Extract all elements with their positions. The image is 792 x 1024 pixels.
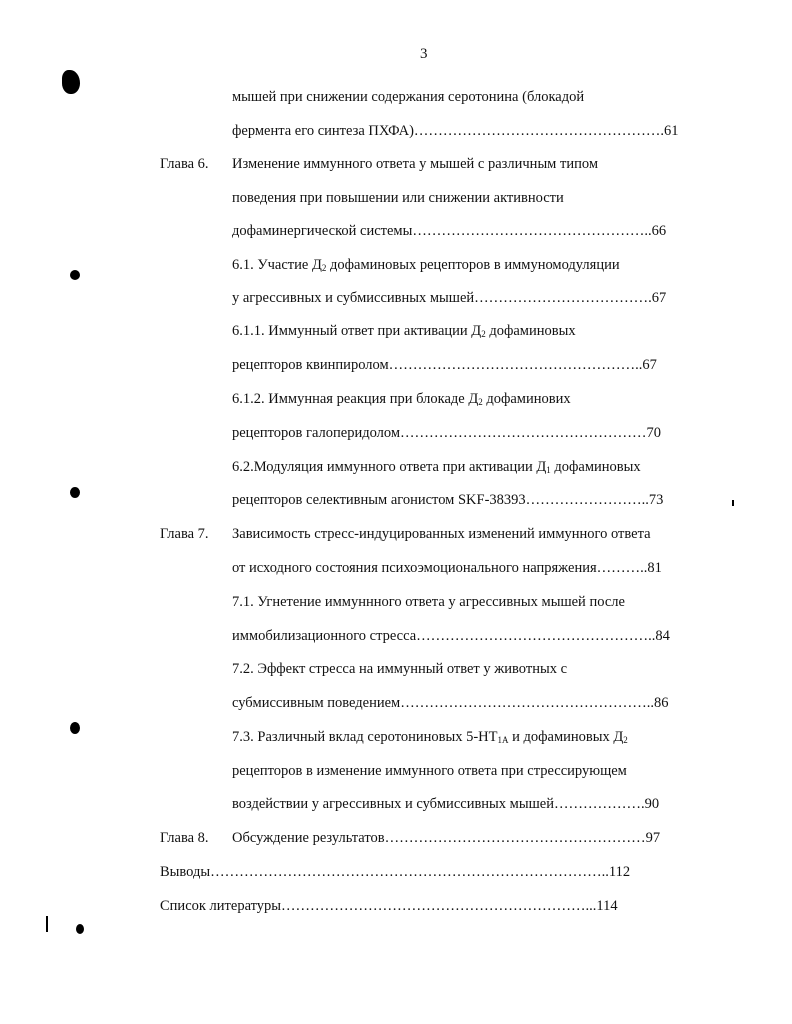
toc-line: у агрессивных и субмиссивных мышей……………………………….67 [232,290,667,306]
toc-line: от исходного состояния психоэмоционального напряжения………..81 [232,560,662,576]
subscript: 1А [497,735,509,745]
toc-line: Изменение иммунного ответа у мышей с различным типом [232,156,598,172]
toc-text: дофаминових [482,391,571,407]
toc-line [232,256,620,274]
subscript: 1 [546,465,551,475]
toc-line: воздействии у агрессивных и субмиссивных мышей……………….90 [232,796,660,812]
scan-speck [70,270,80,280]
toc-text: дофаминовых [485,323,576,339]
toc-line: фермента его синтеза ПХФА)…………………………………………….61 [232,123,679,139]
toc-line [232,322,576,340]
toc-text: 6.2.Модуляция иммунного ответа при активации Д [232,459,547,475]
toc-line: дофаминергической системы…………………………………………..66 [232,223,667,239]
toc-line: рецепторов селективным агонистом SKF-38393……………………..73 [232,492,664,508]
chapter-label: Глава 8. [160,830,209,846]
toc-text: дофаминовых [550,459,641,475]
toc-line: 7.1. Угнетение иммуннного ответа у агрессивных мышей после [232,594,625,610]
toc-text: 6.1.1. Иммунный ответ при активации Д [232,323,482,339]
toc-line: Обсуждение результатов………………………………………………97 [232,830,661,846]
toc-line: субмиссивным поведением……………………………………………..86 [232,695,669,711]
subscript: 2 [481,329,486,339]
scan-speck [732,500,734,506]
toc-text: 7.3. Различный вклад серотониновых 5-НТ [232,729,498,745]
toc-line [232,390,571,408]
toc-line: рецепторов квинпиролом……………………………………………..67 [232,357,657,373]
chapter-label: Глава 6. [160,156,209,172]
toc-line: Зависимость стресс-индуцированных изменений иммунного ответа [232,526,651,542]
toc-line [232,728,628,746]
page-number: 3 [420,46,428,62]
chapter-label: Глава 7. [160,526,209,542]
toc-line: 7.2. Эффект стресса на иммунный ответ у животных с [232,661,568,677]
scan-speck [70,722,80,734]
toc-text: и дофаминовых Д [508,729,624,745]
scan-speck [76,924,84,934]
scan-speck [70,487,80,498]
toc-line: иммобилизационного стресса…………………………………………..84 [232,628,670,644]
toc-line [232,458,641,476]
scan-speck [62,70,80,94]
subscript: 2 [321,263,327,273]
toc-line: поведения при повышении или снижении активности [232,190,564,206]
toc-text: 6.1. Участие Д [232,257,322,273]
toc-text: 6.1.2. Иммунная реакция при блокаде Д [232,391,479,407]
subscript: 2 [623,735,628,745]
toc-line: Список литературы………………………………………………………...114 [160,898,618,914]
toc-line: Выводы………………………………………………………………………..112 [160,864,631,880]
toc-text: дофаминовых рецепторов в иммуномодуляции [326,257,620,273]
toc-line: мышей при снижении содержания серотонина (блокадой [232,89,585,105]
subscript: 2 [478,397,483,407]
toc-line: рецепторов галоперидолом……………………………………………70 [232,425,662,441]
toc-line: рецепторов в изменение иммунного ответа при стрессирующем [232,763,627,779]
scan-speck [46,916,48,932]
